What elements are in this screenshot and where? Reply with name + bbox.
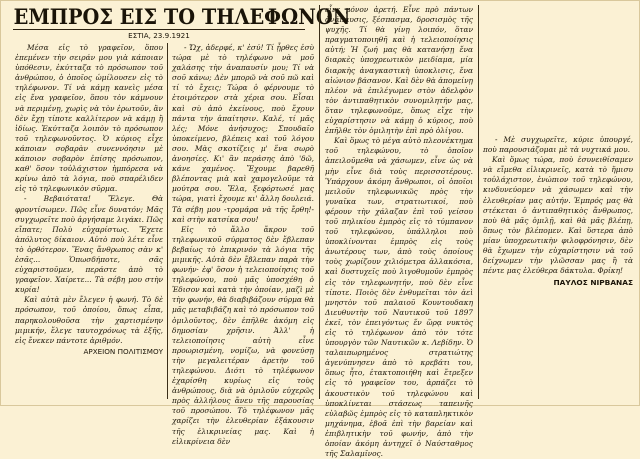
paragraph: Καὶ ὅμως τώρα, ποὺ ἐσυνειθίσαμεν νὰ εἴμεθα εἰλικρινεῖς, κατὰ τὸ ἥμισυ τοὐλάχιστον, ἐνώπιον τοῦ τηλεφώνου, κινδυνεύομεν νὰ χάσωμεν καὶ τὴν ἐλευθερίαν μας αὐτήν. Ἐμπρός μας θὰ στέκεται ὁ ἀντιπαθητικὸς ἄνθρωπος, ποὺ θὰ μᾶς ὁμιλῇ, καὶ θὰ μᾶς βλέπῃ, ὅπως τὸν βλέπομεν. Καὶ ὕστερα ἀπὸ μίαν ὑποχρεωτικὴν φιλοφρόνησιν, δὲν θὰ ἔχωμεν τὴν εὐχαρίστησιν νὰ τοῦ δείχνωμεν τὴν γλῶσσαν μας ἢ τὰ πέντε μας ἐλεύθερα δάκτυλα. Φρίκη!	[483, 155, 633, 276]
column-2	[172, 43, 314, 446]
paragraph: Καὶ αὐτὰ μὲν ἔλεγεν ἡ φωνή. Τὸ δὲ πρόσωπον, τοῦ ὁποίου, ὅπως εἶπα, παρηκολουθοῦσα τὴν χαρτισμένην μιμικήν, ἔλεγε ταυτοχρόνως τὰ ἑξῆς, εἰς ἔνεκεν πάντοτε ἀριθμόν.	[15, 295, 163, 345]
column-rule-2	[319, 5, 320, 399]
paragraph: Καὶ ὅμως τὸ μέγα αὐτὸ πλεονέκτημα τοῦ τηλεφώνου, τὸ ὁποῖον ἀπειλοῦμεθα νὰ χάσωμεν, εἶνε ὡς νὰ μὴν εἶνε διὰ τοὺς περισσοτέρους. Ὑπάρχουν ἀκόμη ἄνθρωποι, οἱ ὁποῖοι μειλοῦν τηλεφωνικῶς πρὸς τὴν γυναῖκα των, στρατιωτικοί, ποὺ φέρουν τὴν χάλαζαν ἐπὶ τοῦ γείσου τοῦ πηλικίου ἐμπρὸς εἰς τὸ τύμπανον τοῦ τηλεφώνου, ὑπάλληλοι ποὺ ὑποκλίνονται ἐμπρὸς εἰς τοὺς ἀνωτέρους των, ἀπὸ τοὺς ὁποίους τοὺς χωρίζουν χιλιόμετρα ἀλλακόσια, καὶ δυστυχεῖς ποὺ λιγοθυμοῦν ἐμπρὸς εἰς τὸν τηλεφωνητήν, ποὺ δὲν εἶνε τίποτε. Ποιὸς δὲν ἐνθυμεῖται τὸν ἀεὶ μνηστὸν τοῦ παλαιοῦ Κουντουδακη Διευθυντὴν τοῦ Ναυτικοῦ τοῦ 1897 ἐκεῖ, τὸν ἐπειγόντως ἕν ὥρᾳ νυκτὸς εἰς τὸ τηλέφωνον ἀπὸ τὸν τότε ὑπουργὸν τῶν Ναυτικῶν κ. Λεβίδην. Ὁ ταλαιπωρημένος στρατιώτης ἀγενύπνησεν ἀπὸ τὸ κρεβάτι του, ὅπως ἦτο, ἐτακτοποιήθη καὶ ἔτρεξεν εἰς τὸ γραφεῖον του, ἀρπάζει τὸ ἀκουστικὸν τοῦ τηλεφώνου καὶ ὑποκλίνεται στάσεως ταπεινῆς εὐλαβῶς ἐμπρὸς εἰς τὸ καταπληκτικὸν μηχάνημα, ἐβοᾶ ἐπὶ τὴν βαρείαν καὶ ἐπιβλητικὴν τοῦ φωνήν, ἀπὸ τὴν ὁποίαν ἀκόμη ἀντηχεῖ ὁ Ναύσταθμος τῆς Σαλαμῖνος.	[325, 136, 473, 459]
column-3	[325, 5, 473, 459]
article-headline: ΕΜΠΡΟΣ ΕΙΣ ΤΟ ΤΗΛΕΦΩΝΟΝ	[13, 4, 351, 29]
paragraph: - Μὲ συγχωρεῖτε, κύριε ὑπουργέ, ποὺ παρουσιάζομαι μὲ τὰ νυχτικά μου.	[483, 135, 633, 155]
column-rule-3	[478, 5, 479, 399]
paragraph: Εἰς τὸ ἄλλο ἄκρον τοῦ τηλεφωνικοῦ σύρματος δὲν ἔβλεπαν βεβαίως τὸ ἐπικρινόν τὰ λόγια τῆς μιμικῆς. Αὐτὰ δὲν ἔβλεπαν παρὰ τὴν φωνήν· ἐφ' ὅσον ἡ τελειοποίησις τοῦ τηλεφώνου, ποὺ μᾶς ὑποσχέθη ὁ Ἐδισον καὶ κατὰ τὴν ὁποίαν, μαζὶ μὲ τὴν φωνήν, θὰ διαβιβάζουν σύρμα θὰ μᾶς μεταβιβάζη καὶ τὸ πρόσωπον τοῦ ὁμιλοῦντος, δὲν ἐπῆλθε ἀκόμη εἰς δημοσίαν χρῆσιν. Ἀλλ' ἡ τελειοποίησις αὐτὴ εἶνε προωρισμένη, νομίζω, νὰ φονεύσῃ τὴν μεγαλειτέραν ἀρετὴν τοῦ τηλεφώνου. Διότι τὸ τηλέφωνον ἐχαρίσθη κυρίως εἰς τοὺς ἀνθρώπους, διὰ νὰ ὁμιλοῦν εὐχερῶς πρὸς ἀλλήλους ἄνευ τῆς παρουσίας τοῦ προσώπου. Τὸ τηλέφωνον μᾶς χαρίζει τὴν ἐλευθερίαν ἐξάκουσιν τῆς ἐλικρινείας μας. Καὶ ἡ εἰλικρίνεια δὲν	[172, 224, 314, 446]
article-dateline: ΕΣΤΙΑ, 23.9.1921	[128, 31, 190, 40]
archive-credit: ΑΡΧΕΙΟΝ ΠΟΛΙΤΙΣΜΟΥ	[83, 346, 163, 356]
column-4	[483, 5, 633, 397]
author-signature: ΠΑΥΛΟΣ ΝΙΡΒΑΝΑΣ	[553, 278, 633, 288]
column-1	[15, 43, 163, 356]
paragraph: εἶνε μόνον ἀρετή. Εἶνε πρὸ πάντων ἀνάπαυσις, ξέσπασμα, δροσισμὸς τῆς ψυχῆς. Τί θὰ γίνῃ λοιπόν, ὅταν πραγματοποιηθῆ καὶ ἡ τελειοποίησις αὐτή; Ἡ ζωή μας θὰ κατανήσῃ ἕνα διαρκὲς ὑποχρεωτικὸν μειδίαμα, μία διαρκὴς ἀναγκαστικὴ ὑποκλισις, ἕνα αἰώνιον βάσανον. Καὶ δὲν θὰ ἀπομείνῃ πλέον νὰ ἐπιλέγωμεν στὸν ἀδελφὸν τὸν ἀντιπαθητικὸν συνομιλητήν μας, ὅταν τηλεφωνοῦμε, ὅπως εἴχε τὴν εὐχαρίστησιν νὰ κάμῃ ὁ κύριος, ποὺ ἐπῆλθε τὸν ὁμιλητὴν ἐπὶ πρὸ ὀλίγου.	[325, 5, 473, 136]
paragraph: - Ὤχ, ἀδερφέ, κ' ἐσύ! Τί ᾖρθες ἐσὺ τώρα μὲ τὸ τηλέφωνο νὰ μοῦ χαλάσης τὴν ἀναπαυσίν μου; Τί νὰ σοῦ κάνω; Δὲν μπορῶ νὰ σοῦ πῶ καὶ τί τὸ ἔχεις; Τώρα ὁ φέρνουμε τὸ ἑτοιμότερον στὰ χέρια σου. Εἶσαι καὶ σὺ ἀπὸ ἐκείνους, ποὺ ἔχουν πάντα τὴν ἀπαίτησιν. Καλέ, τί μᾶς λές; Μόνε ἀνήσυχος; Σπουδαῖο ὑποκείμενο, βλέπεις καὶ τοῦ λόγου σου. Μὰς σκοτίζεις μ' ἕνα σωρὸ ἀνοησίες. Κι' ἂν περάσης ἀπὸ 'δῶ, κάνε χαμένος. Ἔχουμε βαρεθῆ βλέποντας μιὰ καὶ χαμογελοῦμε τὰ μούτρα σου. Ἔλα, ξεφόρτωσέ μας τώρα, γιατὶ ἔχουμε κι' ἄλλη δουλειά. Τὰ σέβη μου -τρομάρα νὰ τῆς ἔρθη!- καὶ στὴν κατσίκα σου!	[172, 43, 314, 224]
paragraph: - Βεβαιότατα! Ἔλεγε. Θὰ φροντίσωμεν. Πῶς εἶνε δυνατόν; Μᾶς συγχωρεῖτε ποὺ ἀργήσαμε λιγάκι. Πῶς εἴπατε; Πολὺ εὐχαρίστως. Ἔχετε ἀπόλυτος δίκαιον. Αὐτὸ ποὺ λέτε εἶνε τὸ ὀρθότερον. Ἕνας ἄνθρωπος σὰν κ' ἐσᾶς... Ὁπωσδήποτε, σᾶς εὐχαριστοῦμεν, περάστε ἀπὸ τὸ γραφεῖον. Χαίρετε... Τὰ σέβη μου στὴν κυρία!	[15, 194, 163, 295]
column-rule-1	[167, 43, 168, 399]
column-4-blank-space	[483, 5, 633, 135]
headline-rule	[13, 29, 305, 30]
paragraph: Μέσα εἰς τὸ γραφεῖον, ὅπου ἐπεμένεν τὴν σειράν μου γιὰ κάποιαν ὑπόθεσιν, ἐκύτταζα τὸ πρόσωπον τοῦ ἀνθρώπου, ὁ ὁποῖος ὡμίλουσεν εἰς τὸ τηλέφωνον. Τί νὰ κάμῃ κανεὶς μέσα εἰς ἕνα γραφεῖον, ὅπου τὸν κάμνουν νὰ περιμένῃ, χωρὶς νὰ τὸν ἐρωτοῦν, ἂν δὲν ἔχῃ τίποτε καλλίτερον νὰ κάμῃ ἢ ἰδίως. Ἐκύτταζα λοιπὸν τὸ πρόσωπον τοῦ τηλεφωνοῦντος. Ὁ κύριος εἶχε κάποιαν σοβαρὰν συνεννόησιν μὲ κάποιον σοβαρὸν ἐπίσης πρόσωπον, καθ' ὅσον τοὐλάχιστον ἠμπόρεσα νὰ κρίνω ἀπὸ τὰ λόγια, ποὺ σπαρέλιδεν εἰς τὸ τηλεφωνικὸν σῦρμα.	[15, 43, 163, 194]
